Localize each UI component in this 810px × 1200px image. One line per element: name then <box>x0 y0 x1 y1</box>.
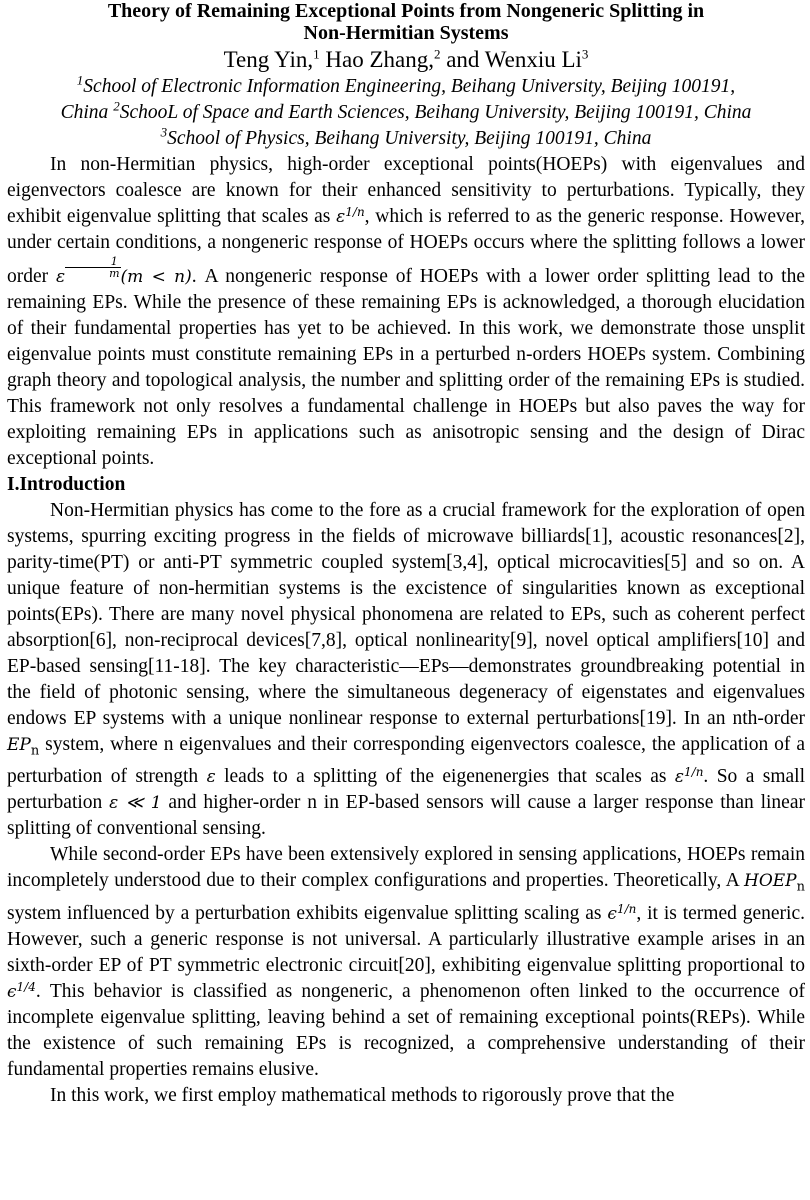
author-affiliation-mark: 3 <box>581 46 589 62</box>
math-symbol: HOEP <box>744 871 797 892</box>
affiliation-mark: 2 <box>113 98 120 114</box>
affiliation-3: School of Physics, Beihang University, Beijing 100191, China <box>167 128 652 149</box>
author-name: Teng Yin, <box>223 47 314 72</box>
author-list <box>7 46 805 74</box>
body-text: Non-Hermitian physics has come to the fore as a crucial framework for the exploration of open systems, spurring exciting progress in the fields of microwave billiards[1], acoustic resonances[2], parity-time(PT) or anti-PT symmetric coupled system[3,4], optical microcavities[5] and so on. A unique feature of non-hermitian systems is the excistence of singularities known as exceptional points(EPs). There are many novel physical phonomena are related to EPs, such as coherent perfect absorption[6], non-reciprocal devices[7,8], optical nonlinearity[9], novel optical amplifiers[10] and EP-based sensing[11-18]. The key characteristic—EPs—demonstrates groundbreaking potential in the field of photonic sensing, where the simultaneous degeneracy of eigenstates and eigenvalues endows EP systems with a unique nonlinear response to external perturbations[19]. In an nth-order <box>7 499 805 729</box>
section-heading: I.Introduction <box>7 473 126 495</box>
math-fraction-exponent <box>65 256 120 279</box>
math-subscript: n <box>796 879 805 895</box>
abstract-text: , which is referred to as the generic response. However, under certain conditions, a nongeneric response of HOEPs occurs where the splitting follows a lower order <box>7 206 805 287</box>
affiliation-mark: 1 <box>76 72 84 88</box>
math-epsilon: ϵ <box>607 903 617 924</box>
author-name: Hao Zhang, <box>319 47 434 72</box>
math-inequality: ε ≪ 1 <box>109 793 162 814</box>
title-line-1: Theory of Remaining Exceptional Points from Nongeneric Splitting in <box>107 0 705 22</box>
math-symbol: EP <box>7 734 31 755</box>
math-ep <box>7 734 40 759</box>
body-text: . So a small perturbation <box>7 766 805 814</box>
author-affiliation-mark: 2 <box>433 46 441 62</box>
body-text: . This behavior is classified as nongeneric, a phenomenon often linked to the occurrence of incomplete eigenvalue splitting, leaving behind a set of remaining exceptional points(REPs). While the existence of such remaining EPs is recognized, a comprehensive understanding of their fundamental properties remains elusive. <box>7 980 805 1080</box>
author-name: and Wenxiu Li <box>440 47 582 72</box>
author-affiliation-mark: 1 <box>313 46 320 62</box>
fraction-numerator: 1 <box>65 256 120 268</box>
body-text: leads to a splitting of the eigenenergies that scales as <box>215 766 675 788</box>
intro-paragraph-1 <box>7 498 805 842</box>
math-epsilon: ε <box>674 767 685 788</box>
intro-paragraph-2 <box>7 842 805 1082</box>
math-epsilon: ε <box>55 266 66 287</box>
math-epsilon: ε <box>336 207 346 227</box>
abstract-text: . A nongeneric response of HOEPs with a lower order splitting lead to the remaining EPs. While the presence of these remaining EPs is acknowledged, a thorough elucidation of their fundamental properties has yet to be achieved. In this work, we demonstrate those unsplit eigenvalue points must constitute remaining EPs in a perturbed n-orders HOEPs system. Combining graph theory and topological analysis, the number and splitting order of the remaining EPs is studied. This framework not only resolves a fundamental challenge in HOEPs but also paves the way for exploiting remaining EPs in applications such as anisotropic sensing and the design of Dirac exceptional points. <box>7 265 805 469</box>
math-epsilon: ϵ <box>7 981 17 1002</box>
abstract-paragraph <box>7 152 805 472</box>
math-exponent: 1/4 <box>16 979 36 994</box>
body-text: and higher-order n in EP-based sensors will cause a larger response than linear splitting of conventional sensing. <box>7 792 805 840</box>
body-text: system, where n eigenvalues and their corresponding eigenvectors coalesce, the application of a perturbation of strength <box>7 733 805 788</box>
intro-paragraph-3: In this work, we first employ mathematical methods to rigorously prove that the <box>50 1084 675 1106</box>
math-subscript: n <box>30 743 40 759</box>
title-line-2: Non-Hermitian Systems <box>303 22 509 44</box>
abstract-text: In non-Hermitian physics, high-order exceptional points(HOEPs) with eigenvalues and eigenvectors coalesce are known for their enhanced sensitivity to perturbations. Typically, they exhibit eigenvalue splitting that scales as <box>7 154 805 227</box>
affiliation-1: School of Electronic Information Engineering, Beihang University, Beijing 100191, <box>83 76 736 97</box>
paper-page <box>7 0 805 1109</box>
paper-title <box>7 0 805 44</box>
body-text: , it is termed generic. However, such a generic response is not universal. A particularly illustrative example arises in an sixth-order EP of PT symmetric electronic circuit[20], exhibiting eigenvalue splitting proportional to <box>7 902 806 976</box>
math-exponent: 1/n <box>684 765 704 780</box>
math-exponent: 1/n <box>345 205 365 219</box>
affiliation-mark: 3 <box>160 124 168 140</box>
body-text: While second-order EPs have been extensively explored in sensing applications, HOEPs remain incompletely understood due to their complex configurations and properties. Theoretically, A <box>7 844 805 892</box>
affiliation-1-tail: China <box>60 102 114 123</box>
affiliation-2: SchooL of Space and Earth Sciences, Beihang University, Beijing 100191, China <box>119 102 752 123</box>
math-condition: (m < n) <box>120 266 192 287</box>
math-epsilon: ε <box>206 767 216 788</box>
math-hoep <box>744 871 805 895</box>
affiliations <box>7 74 805 152</box>
math-exponent: 1/n <box>616 901 637 916</box>
fraction-denominator: m <box>109 267 120 280</box>
body-text: system influenced by a perturbation exhibits eigenvalue splitting scaling as <box>7 902 608 924</box>
